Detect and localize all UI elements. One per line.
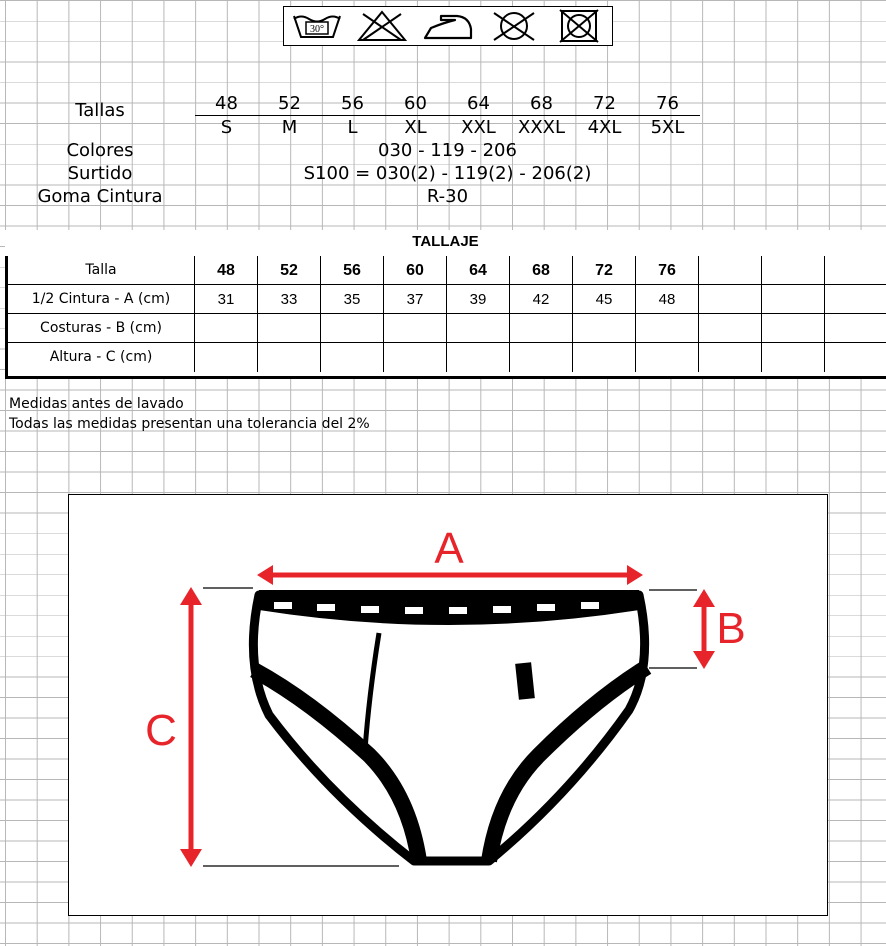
row-label: Talla [8, 256, 195, 285]
size-num: 72 [593, 93, 616, 114]
goma-cintura-label: Goma Cintura [37, 186, 163, 207]
colores-label: Colores [66, 140, 134, 161]
size-letter: XXL [461, 117, 496, 138]
table-cell [636, 343, 699, 372]
table-cell [258, 314, 321, 343]
size-letter: XL [404, 117, 427, 138]
table-cell: 56 [321, 256, 384, 285]
table-cell: 35 [321, 285, 384, 314]
brief-diagram [69, 495, 827, 915]
table-cell [510, 314, 573, 343]
table-cell: 68 [510, 256, 573, 285]
table-cell-empty [825, 343, 886, 372]
table-cell-empty [699, 285, 762, 314]
row-label: Costuras - B (cm) [8, 314, 195, 343]
label-c: C [145, 706, 177, 755]
table-cell-empty [699, 314, 762, 343]
table-cell: 37 [384, 285, 447, 314]
table-cell: 52 [258, 256, 321, 285]
table-cell: 48 [636, 285, 699, 314]
table-cell [195, 343, 258, 372]
table-cell-empty [825, 285, 886, 314]
table-cell [447, 343, 510, 372]
table-cell-empty [762, 314, 825, 343]
table-cell [258, 343, 321, 372]
size-letter: S [220, 117, 233, 138]
table-cell-empty [699, 343, 762, 372]
measurement-diagram [68, 494, 828, 916]
goma-cintura-value: R-30 [426, 186, 469, 207]
table-cell [573, 343, 636, 372]
tallaje-title: TALLAJE [5, 230, 886, 257]
care-icons-bar [283, 6, 613, 46]
size-letter: 4XL [587, 117, 622, 138]
tallas-label: Tallas [75, 100, 125, 121]
table-cell [384, 314, 447, 343]
table-cell-empty [762, 285, 825, 314]
size-letter: XXXL [517, 117, 566, 138]
label-a: A [434, 524, 464, 573]
table-cell [573, 314, 636, 343]
size-num: 68 [530, 93, 553, 114]
do-not-tumble-dry-icon [550, 9, 608, 43]
table-cell: 31 [195, 285, 258, 314]
table-cell-empty [825, 256, 886, 285]
table-cell: 33 [258, 285, 321, 314]
size-letter: L [347, 117, 358, 138]
size-num: 52 [278, 93, 301, 114]
row-label: Altura - C (cm) [8, 343, 195, 372]
do-not-bleach-icon [353, 9, 411, 43]
size-letter: M [281, 117, 298, 138]
iron-icon [419, 9, 477, 43]
size-num: 56 [341, 93, 364, 114]
row-label: 1/2 Cintura - A (cm) [8, 285, 195, 314]
table-cell [384, 343, 447, 372]
table-cell [636, 314, 699, 343]
table-cell [447, 314, 510, 343]
surtido-label: Surtido [67, 163, 133, 184]
note-before-washing: Medidas antes de lavado [9, 396, 184, 412]
table-cell-empty [699, 256, 762, 285]
wash-30-icon [288, 9, 346, 43]
wash-temp-text: 30° [309, 24, 324, 35]
table-cell [195, 314, 258, 343]
note-tolerance: Todas las medidas presentan una tolerancia del 2% [9, 416, 370, 432]
do-not-dryclean-icon [485, 9, 543, 43]
size-num: 64 [467, 93, 490, 114]
table-cell [510, 343, 573, 372]
table-cell [321, 343, 384, 372]
table-cell: 42 [510, 285, 573, 314]
table-cell: 72 [573, 256, 636, 285]
table-cell-empty [762, 256, 825, 285]
label-b: B [716, 604, 746, 653]
table-cell [321, 314, 384, 343]
table-cell: 39 [447, 285, 510, 314]
table-cell: 76 [636, 256, 699, 285]
size-num: 48 [215, 93, 238, 114]
table-cell: 45 [573, 285, 636, 314]
table-cell: 64 [447, 256, 510, 285]
size-letter: 5XL [650, 117, 685, 138]
table-cell-empty [825, 314, 886, 343]
size-num: 76 [656, 93, 679, 114]
colores-value: 030 - 119 - 206 [378, 140, 517, 161]
surtido-value: S100 = 030(2) - 119(2) - 206(2) [303, 163, 592, 184]
divider [195, 115, 700, 116]
size-num: 60 [404, 93, 427, 114]
table-cell: 48 [195, 256, 258, 285]
table-cell: 60 [384, 256, 447, 285]
table-cell-empty [762, 343, 825, 372]
